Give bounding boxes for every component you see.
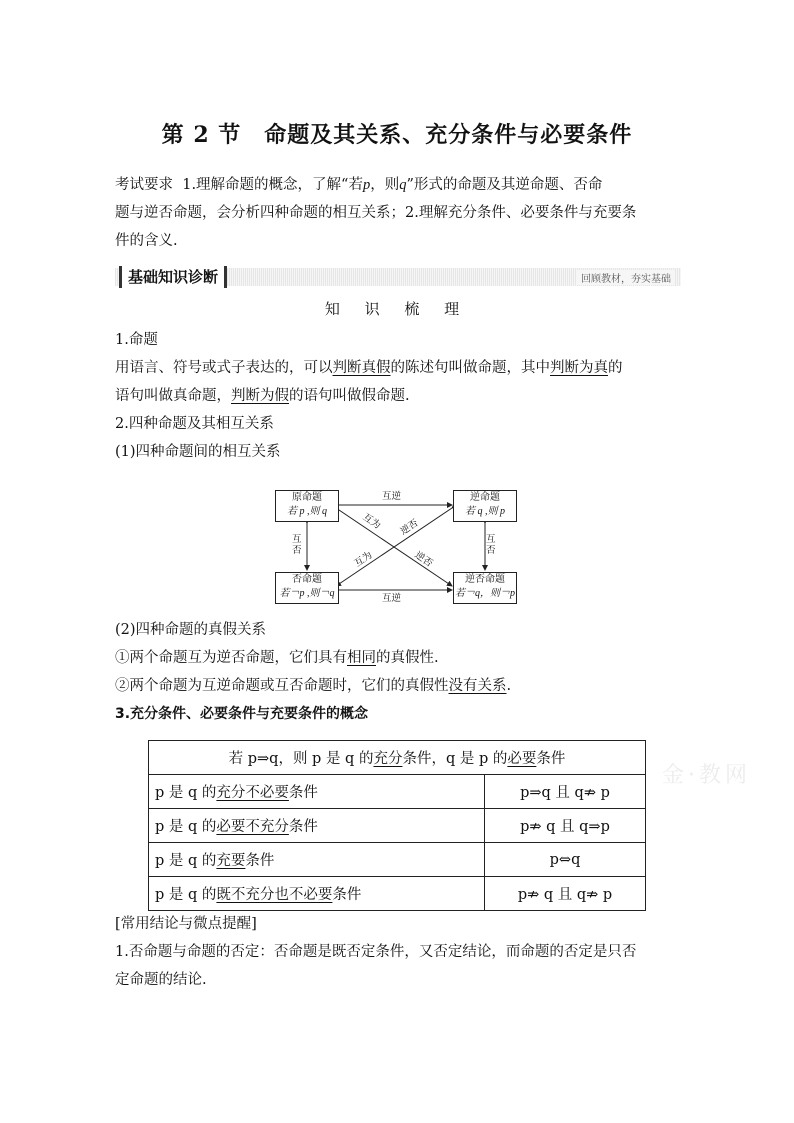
section-banner bbox=[115, 266, 681, 288]
requirements-label: 考试要求 bbox=[115, 177, 173, 193]
section-2-sub-2: (2)四种命题的真假关系 bbox=[115, 622, 267, 638]
section-1-line-1: 用语言、符号或式子表达的，可以判断真假的陈述句叫做命题，其中判断为真的 bbox=[115, 360, 623, 376]
rule-1: ①两个命题互为逆否命题，它们具有相同的真假性. bbox=[115, 650, 439, 666]
requirements-text-1: 1.理解命题的概念，了解“若 bbox=[182, 177, 363, 193]
table-row bbox=[149, 843, 646, 877]
exam-requirements bbox=[115, 171, 681, 255]
table-cell-relation: p⇏ q 且 q⇒p bbox=[485, 809, 646, 843]
table-header-row bbox=[149, 741, 646, 775]
table-row bbox=[149, 775, 646, 809]
tips-section bbox=[115, 910, 681, 994]
table-cell-relation: p⇔q bbox=[485, 843, 646, 877]
table-cell-condition: p 是 q 的必要不充分条件 bbox=[149, 809, 485, 843]
box-original: 原命题 若 p ,则 q bbox=[275, 490, 339, 522]
table-cell-relation: p⇒q 且 q⇏ p bbox=[485, 775, 646, 809]
section-3-heading: 3.充分条件、必要条件与充要条件的概念 bbox=[115, 706, 369, 722]
rule-2: ②两个命题为互逆命题或互否命题时，它们的真假性没有关系. bbox=[115, 678, 512, 694]
label-cross-a1: 互为 bbox=[360, 511, 383, 532]
box-inverse: 否命题 若￢p ,则￢q bbox=[275, 572, 339, 604]
var-p: p bbox=[362, 177, 371, 193]
label-top-converse: 互逆 bbox=[382, 491, 402, 502]
label-bottom-converse: 互逆 bbox=[382, 593, 402, 604]
section-2-heading: 2.四种命题及其相互关系 bbox=[115, 416, 274, 432]
requirements-line-2: 题与逆否命题，会分析四种命题的相互关系；2.理解充分条件、必要条件与充要条 bbox=[115, 205, 637, 221]
four-propositions-diagram bbox=[270, 486, 520, 611]
label-cross-b1: 互为 bbox=[352, 549, 375, 570]
section-2-truth bbox=[115, 616, 681, 728]
requirements-comma: ，则 bbox=[370, 177, 400, 193]
table-cell-relation: p⇏ q 且 q⇏ p bbox=[485, 877, 646, 911]
table-cell-condition: p 是 q 的充分不必要条件 bbox=[149, 775, 485, 809]
requirements-text-2: ”形式的命题及其逆命题、否命 bbox=[406, 177, 603, 193]
box-converse: 逆命题 若 q ,则 p bbox=[453, 490, 517, 522]
tips-heading: [常用结论与微点提醒] bbox=[115, 916, 257, 932]
label-cross-a2: 逆否 bbox=[398, 517, 421, 538]
label-right-inverse: 互 否 bbox=[486, 534, 496, 556]
watermark: 金·教网 bbox=[662, 763, 751, 788]
label-left-inverse: 互 否 bbox=[292, 534, 302, 556]
box-contrapositive: 逆否命题 若￢q，则￢p bbox=[453, 572, 517, 604]
label-cross-b2: 逆否 bbox=[412, 549, 435, 570]
section-1 bbox=[115, 326, 681, 466]
section-1-line-2: 语句叫做真命题，判断为假的语句叫做假命题. bbox=[115, 388, 410, 404]
section-2-sub-1: (1)四种命题间的相互关系 bbox=[115, 444, 281, 460]
page-title: 第 2 节 命题及其关系、充分条件与必要条件 bbox=[161, 122, 633, 148]
tips-line-1: 1.否命题与命题的否定：否命题是既否定条件，又否定结论，而命题的否定是只否 bbox=[115, 944, 637, 960]
table-row bbox=[149, 809, 646, 843]
table-row bbox=[149, 877, 646, 911]
section-title: 知 识 梳 理 bbox=[324, 300, 470, 318]
requirements-line-3: 件的含义. bbox=[115, 233, 178, 249]
banner-label: 基础知识诊断 bbox=[119, 266, 227, 288]
table-cell-condition: p 是 q 的既不充分也不必要条件 bbox=[149, 877, 485, 911]
tips-line-2: 定命题的结论. bbox=[115, 972, 207, 988]
conditions-table bbox=[148, 740, 646, 911]
var-q: q bbox=[399, 177, 407, 193]
banner-subtitle: 回顾教材，夯实基础 bbox=[577, 270, 675, 285]
section-1-heading: 1.命题 bbox=[115, 332, 158, 348]
table-cell-condition: p 是 q 的充要条件 bbox=[149, 843, 485, 877]
table-header-cell: 若 p⇒q，则 p 是 q 的充分条件，q 是 p 的必要条件 bbox=[149, 741, 646, 775]
